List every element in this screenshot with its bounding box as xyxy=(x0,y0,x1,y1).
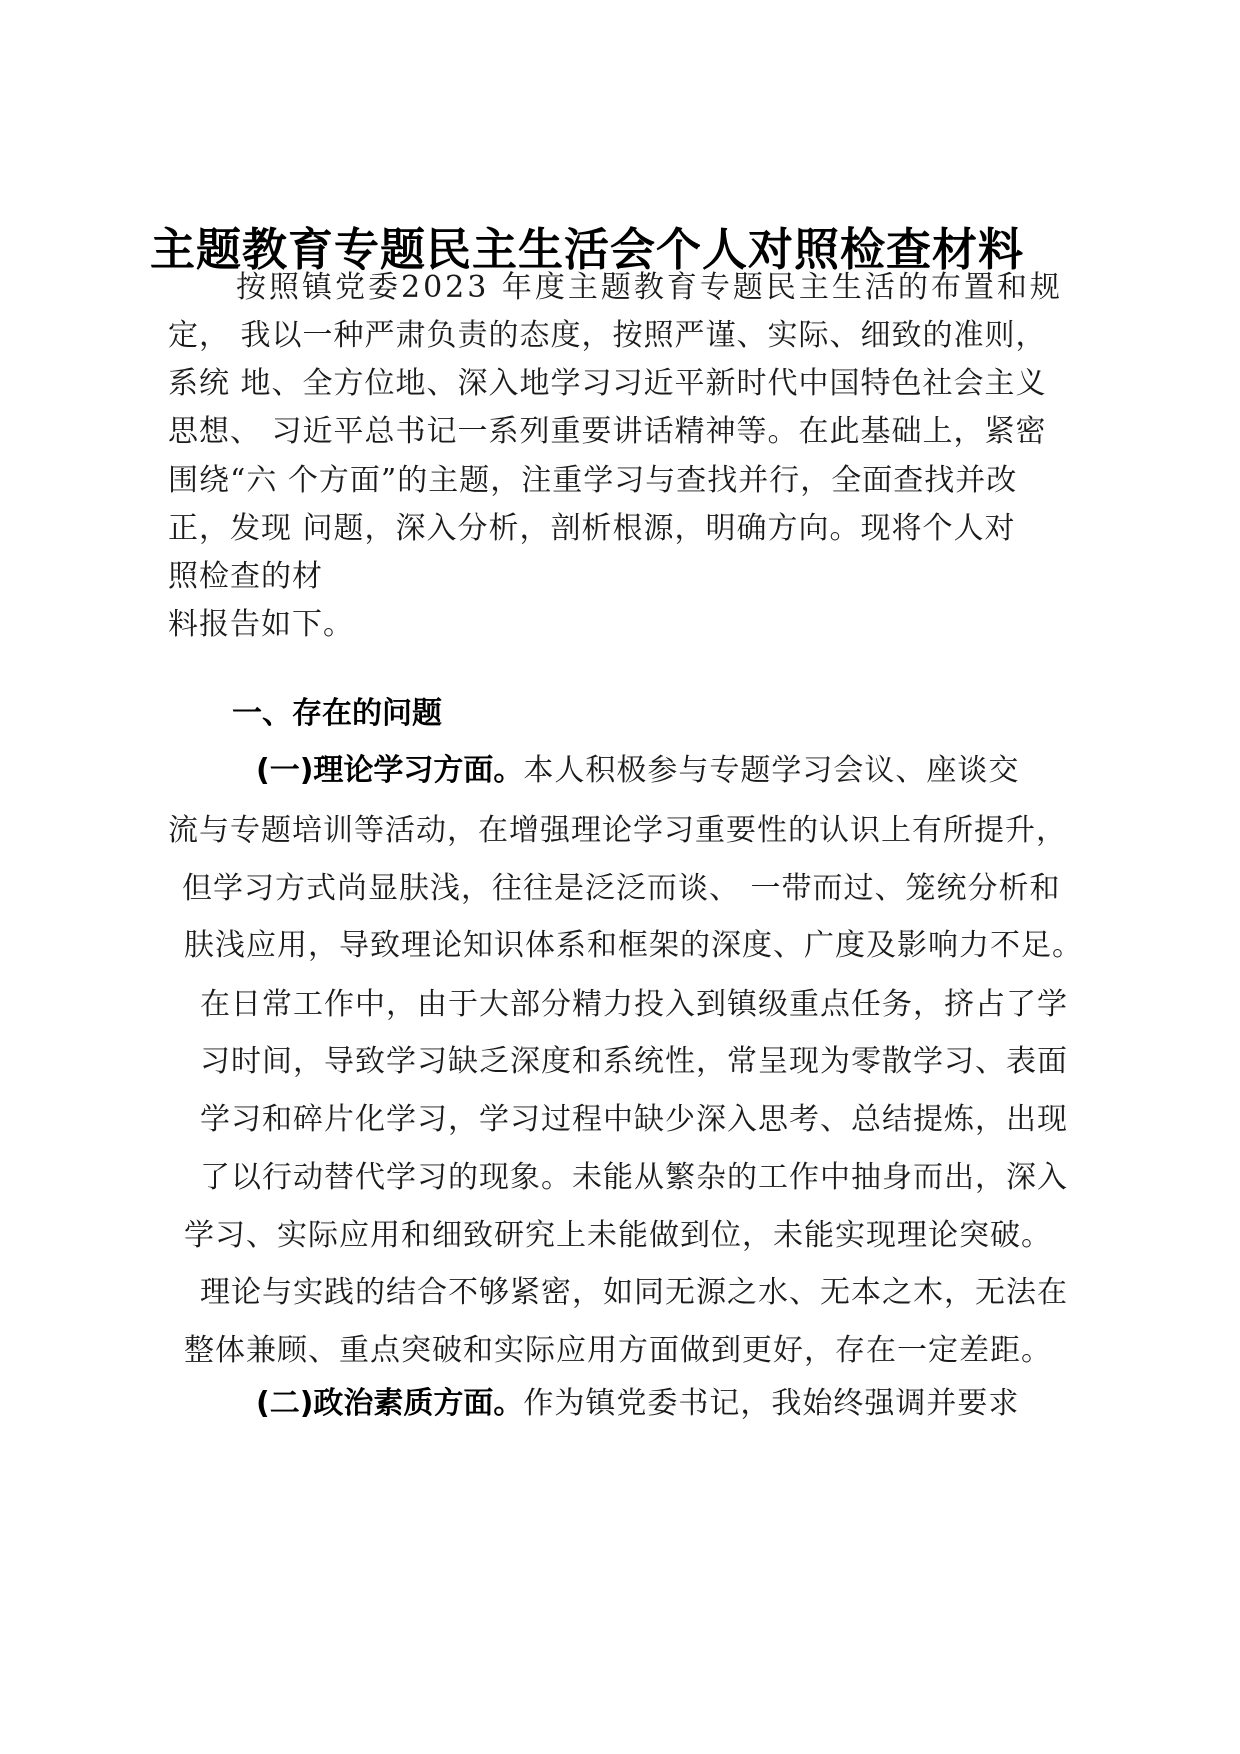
item1-line-8: 学习、实际应用和细致研究上未能做到位，未能实现理论突破。 xyxy=(184,1218,1052,1253)
item1-line-6: 学习和碎片化学习，学习过程中缺少深入思考、总结提炼，出现 xyxy=(200,1102,1068,1137)
item1-line-2: 但学习方式尚显肤浅，往往是泛泛而谈、 一带而过、笼统分析和 xyxy=(182,871,1061,906)
intro-line-6: 正，发现 问题，深入分析，剖析根源，明确方向。现将个人对 xyxy=(168,511,1016,546)
intro-line-3: 系统 地、全方位地、深入地学习习近平新时代中国特色社会主义 xyxy=(168,366,1047,401)
item1-line-1: 流与专题培训等活动，在增强理论学习重要性的认识上有所提升， xyxy=(168,813,1067,848)
intro-line-1: 按照镇党委2023 年度主题教育专题民主生活的布置和规 xyxy=(236,270,1063,305)
item1-line-9: 理论与实践的结合不够紧密，如同无源之水、无本之木，无法在 xyxy=(200,1275,1068,1310)
item2-first-line-text: 作为镇党委书记，我始终强调并要求 xyxy=(523,1386,1020,1421)
document-title: 主题教育专题民主生活会个人对照检查材料 xyxy=(150,223,1025,276)
item1-first-line xyxy=(256,751,1019,791)
item1-line-5: 习时间，导致学习缺乏深度和系统性，常呈现为零散学习、表面 xyxy=(200,1044,1068,1079)
item1-heading: (一)理论学习方面。 xyxy=(256,753,524,788)
item2-heading: (二)政治素质方面。 xyxy=(256,1386,524,1421)
item2-first-line xyxy=(256,1384,1019,1424)
intro-line-7: 照检查的材 xyxy=(168,559,323,594)
intro-line-2: 定， 我以一种严肃负责的态度，按照严谨、实际、细致的准则， xyxy=(168,318,1047,353)
intro-line-5: 围绕“六 个方面”的主题，注重学习与查找并行，全面查找并改 xyxy=(168,463,1018,498)
intro-line-8: 料报告如下。 xyxy=(168,607,354,642)
item1-line-10: 整体兼顾、重点突破和实际应用方面做到更好，存在一定差距。 xyxy=(184,1333,1052,1368)
section-heading-problems: 一、存在的问题 xyxy=(232,696,442,731)
item1-line-7: 了以行动替代学习的现象。未能从繁杂的工作中抽身而出，深入 xyxy=(200,1160,1068,1195)
item1-line-4: 在日常工作中，由于大部分精力投入到镇级重点任务，挤占了学 xyxy=(200,987,1068,1022)
item1-first-line-text: 本人积极参与专题学习会议、座谈交 xyxy=(523,753,1020,788)
intro-line-4: 思想、 习近平总书记一系列重要讲话精神等。在此基础上，紧密 xyxy=(168,414,1047,449)
item1-line-3: 肤浅应用，导致理论知识体系和框架的深度、广度及影响力不足。 xyxy=(184,928,1083,963)
